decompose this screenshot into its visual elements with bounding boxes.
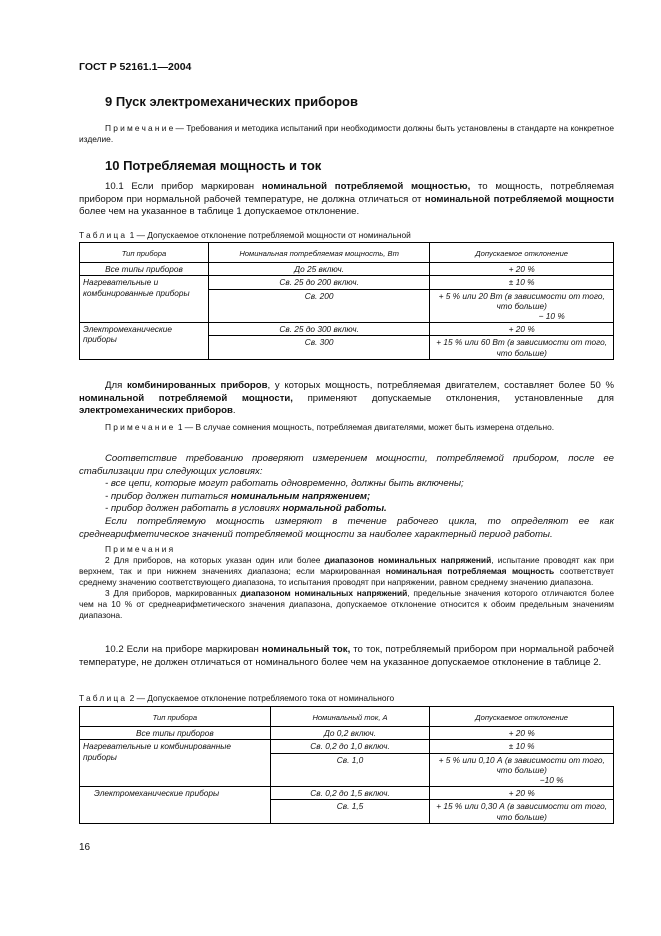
page-number: 16	[79, 842, 91, 853]
table-cell: + 20 %	[430, 323, 614, 336]
document-header: ГОСТ Р 52161.1—2004	[79, 61, 192, 73]
table-cell: Св. 25 до 200 включ.	[208, 276, 429, 289]
paragraph-combined	[79, 380, 614, 418]
table-row	[80, 323, 614, 336]
table-cell: До 0,2 включ.	[270, 727, 430, 740]
table-cell: + 20 %	[430, 727, 614, 740]
table-row	[80, 263, 614, 276]
compliance-intro: Соответствие требованию проверяют измерением мощности, потребляемой прибором, после ее стабилизации при следующих условиях:	[79, 453, 614, 477]
note-3	[79, 588, 614, 621]
table-2-caption-label: Таблица	[79, 693, 128, 703]
b2-b: номинальным напряжением;	[230, 490, 371, 502]
table-cell: + 15 % или 0,30 А (в зависимости от того, что больше)	[430, 800, 614, 823]
table-1	[79, 242, 614, 360]
table-row	[80, 740, 614, 753]
table-1-caption-label: Таблица	[79, 230, 128, 240]
table-cell: Нагревательные и комбинированные приборы	[80, 740, 271, 787]
table-2-header-current: Номинальный ток, А	[270, 707, 430, 727]
table-cell: + 20 %	[430, 263, 614, 276]
cell-line: −10 %	[539, 775, 564, 786]
p102-b: номинальный ток,	[261, 644, 351, 655]
table-cell	[430, 289, 614, 323]
n3-b: диапазоном номинальных напряжений	[240, 588, 408, 598]
table-cell: Все типы приборов	[80, 263, 209, 276]
cell-line: + 5 % или 20 Вт (в зависимости от того, что больше)	[438, 290, 605, 311]
compliance-cycle: Если потребляемую мощность измеряют в течение рабочего цикла, то определяют ее как среднеарифметическое значений потребляемой мощности за наиболее характерный период работы.	[79, 515, 614, 540]
table-cell: ± 10 %	[430, 276, 614, 289]
table-cell: Электромеханические приборы	[80, 323, 209, 360]
p102-a: 10.2 Если на приборе маркирован	[105, 644, 262, 655]
pc-b: комбинированных приборов	[127, 380, 268, 391]
note-2	[79, 555, 614, 588]
table-row	[80, 727, 614, 740]
table-2-caption	[79, 693, 394, 703]
section-9-note	[79, 123, 614, 145]
b3-b: нормальной работы.	[282, 503, 387, 515]
table-2-header-deviation: Допускаемое отклонение	[430, 707, 614, 727]
table-cell: До 25 включ.	[208, 263, 429, 276]
table-1-header-type: Тип прибора	[80, 243, 209, 263]
table-cell: Нагревательные и комбинированные приборы	[80, 276, 209, 323]
p101-text-c: то мощность, потребляемая прибором при нормальной рабочей температуре, не должна отличаться от	[79, 181, 615, 205]
p101-text-a: 10.1 Если прибор маркирован	[105, 181, 262, 192]
table-cell: Электромеханические приборы	[80, 787, 271, 824]
paragraph-10-2	[79, 644, 614, 669]
table-cell: Св. 300	[208, 336, 429, 359]
p102-c: то ток, потребляемый прибором при нормальной рабочей температуре, не должен отличаться от номинального более чем на указанное допускаемое отклонение в таблице 2.	[79, 644, 614, 668]
note-label: Примечание	[105, 123, 176, 133]
table-1-header-power: Номинальная потребляемая мощность, Вт	[208, 243, 429, 263]
table-cell: Св. 0,2 до 1,5 включ.	[270, 787, 430, 800]
n2-e: соответствует среднему значению соответствующего диапазона, то испытания проводят при напряжении, равном среднему значению диапазона.	[79, 566, 614, 587]
p101-text-e: более чем на указанное в таблице 1 допускаемое отклонение.	[79, 206, 360, 218]
n2-a: 2 Для приборов, на которых указан один или более	[105, 555, 325, 565]
p101-term-rated-power-2: номинальной потребляемой мощности	[424, 193, 614, 205]
table-2-caption-text: 2 — Допускаемое отклонение потребляемого тока от номинального	[129, 693, 395, 703]
compliance-block	[79, 453, 614, 541]
table-1-header-deviation: Допускаемое отклонение	[430, 243, 614, 263]
table-row	[80, 276, 614, 289]
cell-line: + 5 % или 0,10 А (в зависимости от того, что больше)	[438, 754, 605, 775]
cell-line: − 10 %	[538, 311, 565, 322]
table-cell: Св. 1,5	[270, 800, 430, 823]
notes-block	[79, 544, 614, 621]
pc-g: .	[232, 405, 236, 417]
table-2-header-type: Тип прибора	[80, 707, 271, 727]
compliance-item	[79, 503, 614, 516]
table-cell: + 20 %	[430, 787, 614, 800]
b3-a: - прибор должен работать в условиях	[105, 503, 283, 515]
pc-e: применяют допускаемые отклонения, установленные для	[292, 392, 614, 404]
table-2	[79, 706, 614, 824]
n2-d: номинальная потребляемая мощность	[385, 566, 555, 576]
section-9-title: 9 Пуск электромеханических приборов	[105, 94, 358, 109]
note-1-text: 1 — В случае сомнения мощность, потребляемая двигателями, может быть измерена отдельно.	[177, 422, 555, 432]
n3-a: 3 Для приборов, маркированных	[105, 588, 241, 598]
pc-a: Для	[105, 380, 127, 391]
table-cell: Все типы приборов	[80, 727, 271, 740]
n2-c: , испытание проводят как при верхнем, так и при нижнем значениях диапазона; если маркированная	[79, 555, 614, 576]
paragraph-10-1	[79, 181, 614, 219]
compliance-item	[79, 491, 614, 504]
pc-f: электромеханических приборов	[79, 405, 233, 417]
notes-label: Примечания	[105, 544, 176, 554]
pc-c: , у которых мощность, потребляемая двигателем, составляет более 50 %	[267, 380, 615, 391]
table-row	[80, 243, 614, 263]
table-row	[80, 707, 614, 727]
table-cell: Св. 0,2 до 1,0 включ.	[270, 740, 430, 753]
table-cell	[430, 753, 614, 787]
b2-a: - прибор должен питаться	[105, 490, 231, 502]
compliance-item: - все цепи, которые могут работать одновременно, должны быть включены;	[105, 478, 464, 490]
table-cell: Св. 1,0	[270, 753, 430, 787]
table-1-caption	[79, 230, 411, 240]
note-1	[79, 422, 614, 433]
table-row	[80, 787, 614, 800]
table-cell: ± 10 %	[430, 740, 614, 753]
pc-d: номинальной потребляемой мощности,	[79, 392, 293, 404]
n3-c: , предельные значения которого отличаются более чем на 10 % от среднеарифметического значения диапазона, допускаемое отклонение относится к обоим предельным значениям диапазона.	[79, 588, 614, 620]
note-1-label: Примечание	[105, 422, 176, 432]
table-1-caption-text: 1 — Допускаемое отклонение потребляемой мощности от номинальной	[129, 230, 411, 240]
n2-b: диапазонов номинальных напряжений	[324, 555, 492, 565]
p101-term-rated-power: номинальной потребляемой мощностью,	[261, 181, 471, 192]
table-cell: Св. 200	[208, 289, 429, 323]
table-cell: Св. 25 до 300 включ.	[208, 323, 429, 336]
section-10-title: 10 Потребляемая мощность и ток	[105, 158, 322, 173]
note-text: — Требования и методика испытаний при необходимости должны быть установлены в стандарте на конкретное изделие.	[79, 123, 614, 144]
table-cell: + 15 % или 60 Вт (в зависимости от того, что больше)	[430, 336, 614, 359]
